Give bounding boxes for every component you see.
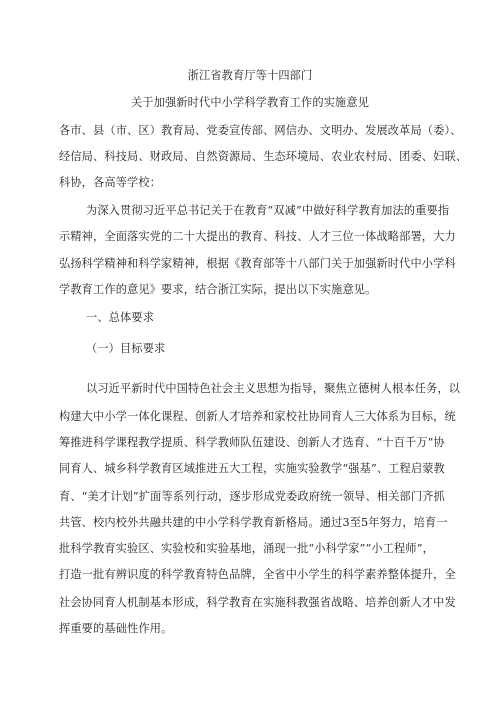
addressee-line: 各市、县（市、区）教育局、党委宣传部、网信办、文明办、发展改革局（委）、 bbox=[59, 124, 462, 137]
subsection-heading: （一）目标要求 bbox=[86, 342, 166, 355]
body-line: 以习近平新时代中国特色社会主义思想为指导，聚焦立德树人根本任务，以 bbox=[86, 382, 461, 395]
intro-line: 弘扬科学精神和科学家精神，根据《教育部等十八部门关于加强新时代中小学科 bbox=[59, 257, 456, 270]
addressee-line: 经信局、科技局、财政局、自然资源局、生态环境局、农业农村局、团委、妇联、 bbox=[59, 150, 468, 163]
body-line: 构建大中小学一体化课程、创新人才培养和家校社协同育人三大体系为目标，统 bbox=[59, 410, 456, 423]
section-heading: 一、总体要求 bbox=[86, 311, 155, 324]
body-line: 筹推进科学课程教学提质、科学教师队伍建设、创新人才选育、“十百千万”协 bbox=[59, 436, 445, 449]
body-line: 同育人、城乡科学教育区域推进五大工程，实施实验教学“强基”、工程启蒙教 bbox=[59, 462, 445, 475]
body-line: 共管、校内校外共融共建的中小学科学教育新格局。通过3至5年努力，培育一 bbox=[59, 516, 448, 529]
intro-line: 为深入贯彻习近平总书记关于在教育“双减”中做好科学教育加法的重要指 bbox=[86, 204, 450, 217]
body-line: 批科学教育实验区、实验校和实验基地，涌现一批“小科学家”“小工程师”， bbox=[59, 542, 434, 555]
body-line: 挥重要的基础性作用。 bbox=[59, 622, 173, 635]
document-title: 关于加强新时代中小学科学教育工作的实施意见 bbox=[130, 96, 370, 109]
body-line: 社会协同育人机制基本形成，科学教育在实施科教强省战略、培养创新人才中发 bbox=[59, 596, 456, 609]
body-line: 打造一批有辨识度的科学教育特色品牌，全省中小学生的科学素养整体提升，全 bbox=[59, 568, 456, 581]
document-issuer: 浙江省教育厅等十四部门 bbox=[187, 69, 313, 82]
intro-line: 示精神，全面落实党的二十大提出的教育、科技、人才三位一体战略部署，大力 bbox=[59, 230, 456, 243]
body-line: 育、“美才计划”扩面等系列行动，逐步形成党委政府统一领导、相关部门齐抓 bbox=[59, 490, 445, 503]
intro-line: 学教育工作的意见》要求，结合浙江实际，提出以下实施意见。 bbox=[59, 283, 377, 296]
addressee-line: 科协，各高等学校： bbox=[59, 176, 162, 189]
